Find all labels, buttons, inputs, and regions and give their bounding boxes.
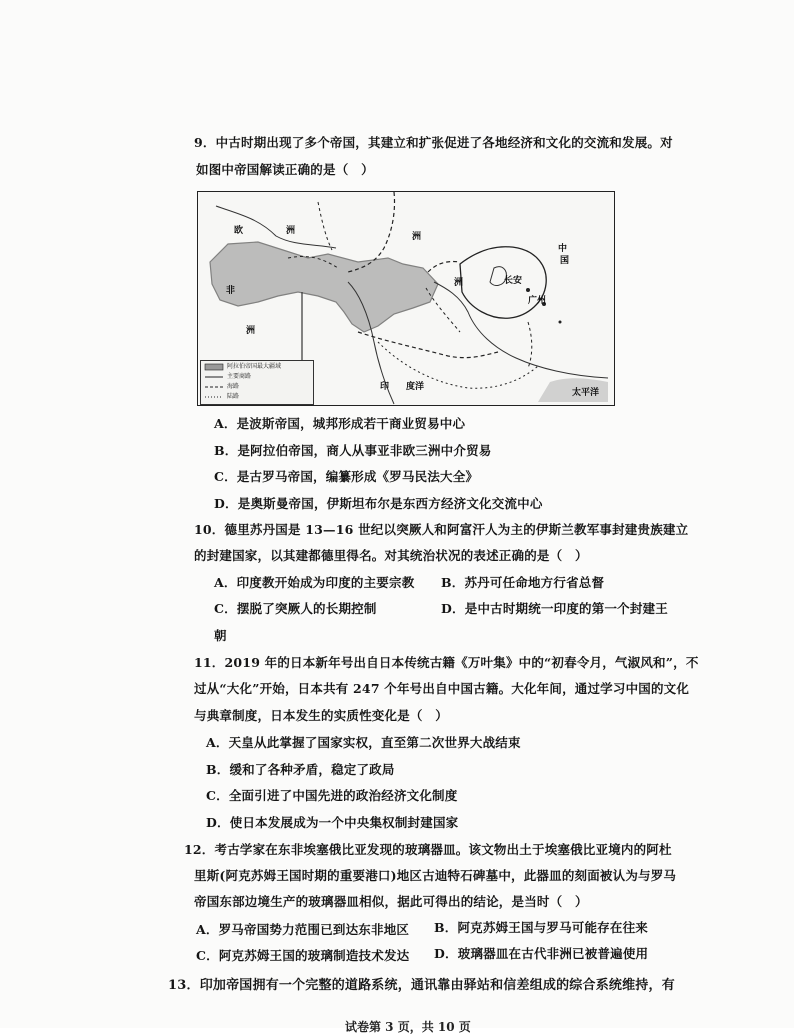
- q12-stem-line2: 里斯(阿克苏姆王国时期的重要港口)地区古迪特石碑墓中，此器皿的刻面被认为与罗马: [194, 868, 677, 883]
- page-footer: 试卷第 3 页，共 10 页: [345, 1020, 471, 1034]
- q9-option-a: A．是波斯帝国，城邦形成若干商业贸易中心: [214, 416, 466, 431]
- q9-option-c: C．是古罗马帝国，编纂形成《罗马民法大全》: [214, 469, 479, 484]
- q10-option-c: C．摆脱了突厥人的长期控制: [214, 601, 377, 616]
- map-label-indian-ocean-b: 度洋: [406, 382, 425, 392]
- map-label-africa-a: 非: [226, 286, 236, 296]
- q13-stem-line1: 13．印加帝国拥有一个完整的道路系统，通讯靠由驿站和信差组成的综合系统维持，有: [168, 978, 675, 993]
- q11-stem-line1: 11．2019 年的日本新年号出自日本传统古籍《万叶集》中的“初春令月，气淑风和”，不: [194, 655, 699, 670]
- legend-title: 阿拉伯帝国最大疆域: [227, 363, 282, 370]
- q11-option-b: B．缓和了各种矛盾，稳定了政局: [206, 762, 395, 777]
- q12-option-a: A．罗马帝国势力范围已到达东非地区: [196, 922, 410, 937]
- map-label-asia-b: 洲: [454, 278, 464, 288]
- q9-option-b: B．是阿拉伯帝国，商人从事亚非欧三洲中介贸易: [214, 443, 492, 458]
- map-label-china-b: 国: [560, 256, 570, 266]
- q10-option-d: D．是中古时期统一印度的第一个封建王: [441, 601, 668, 616]
- q10-option-b: B．苏丹可任命地方行省总督: [441, 575, 605, 590]
- q9-stem-line1: 9．中古时期出现了多个帝国，其建立和扩张促进了各地经济和文化的交流和发展。对: [194, 135, 673, 150]
- map-legend: [200, 360, 314, 405]
- q12-option-b: B．阿克苏姆王国与罗马可能存在往来: [434, 920, 648, 935]
- q10-option-d-cont: 朝: [214, 628, 227, 643]
- q11-stem-line3: 与典章制度，日本发生的实质性变化是（ ）: [194, 708, 449, 723]
- q11-option-c: C．全面引进了中国先进的政治经济文化制度: [206, 788, 458, 803]
- map-label-europe-a: 欧: [234, 226, 244, 236]
- map-label-pacific: 太平洋: [572, 388, 600, 398]
- q12-option-d: D．玻璃器皿在古代非洲已被普遍使用: [434, 946, 649, 961]
- legend-swatches: [201, 361, 313, 404]
- map-label-africa-b: 洲: [246, 326, 256, 336]
- q12-option-c: C．阿克苏姆王国的玻璃制造技术发达: [196, 948, 410, 963]
- q9-stem-line2: 如图中帝国解读正确的是（ ）: [196, 162, 374, 177]
- map-label-china: 中: [558, 244, 568, 254]
- arab-empire-map: [197, 191, 615, 406]
- q9-option-d: D．是奥斯曼帝国，伊斯坦布尔是东西方经济文化交流中心: [214, 496, 543, 511]
- map-label-changan: 长安: [504, 276, 523, 286]
- q11-stem-line2: 过从“大化”开始，日本共有 247 个年号出自中国古籍。大化年间，通过学习中国的文化: [194, 681, 690, 696]
- empire-territory: [210, 242, 438, 332]
- legend-row-land: 陆路: [227, 393, 240, 400]
- map-label-guangzhou: 广州: [528, 296, 547, 306]
- q10-stem-line2: 的封建国家，以其建都德里得名。对其统治状况的表述正确的是（ ）: [194, 548, 588, 563]
- legend-row-sea: 海路: [227, 383, 240, 390]
- legend-row-main-routes: 主要商路: [227, 373, 252, 380]
- map-label-europe-b: 洲: [286, 226, 296, 236]
- q11-option-d: D．使日本发展成为一个中央集权制封建国家: [206, 815, 459, 830]
- q12-stem-line3: 帝国东部边境生产的玻璃器皿相似，据此可得出的结论，是当时（ ）: [194, 894, 588, 909]
- q10-option-a: A．印度教开始成为印度的主要宗教: [214, 575, 415, 590]
- q11-option-a: A．天皇从此掌握了国家实权，直至第二次世界大战结束: [206, 735, 521, 750]
- map-label-asia-a: 洲: [412, 232, 422, 242]
- q12-stem-line1: 12．考古学家在东非埃塞俄比亚发现的玻璃器皿。该文物出土于埃塞俄比亚境内的阿杜: [184, 842, 672, 857]
- map-label-indian-ocean-a: 印: [380, 382, 390, 392]
- q10-stem-line1: 10．德里苏丹国是 13—16 世纪以突厥人和阿富汗人为主的伊斯兰教军事封建贵族建立: [194, 522, 689, 537]
